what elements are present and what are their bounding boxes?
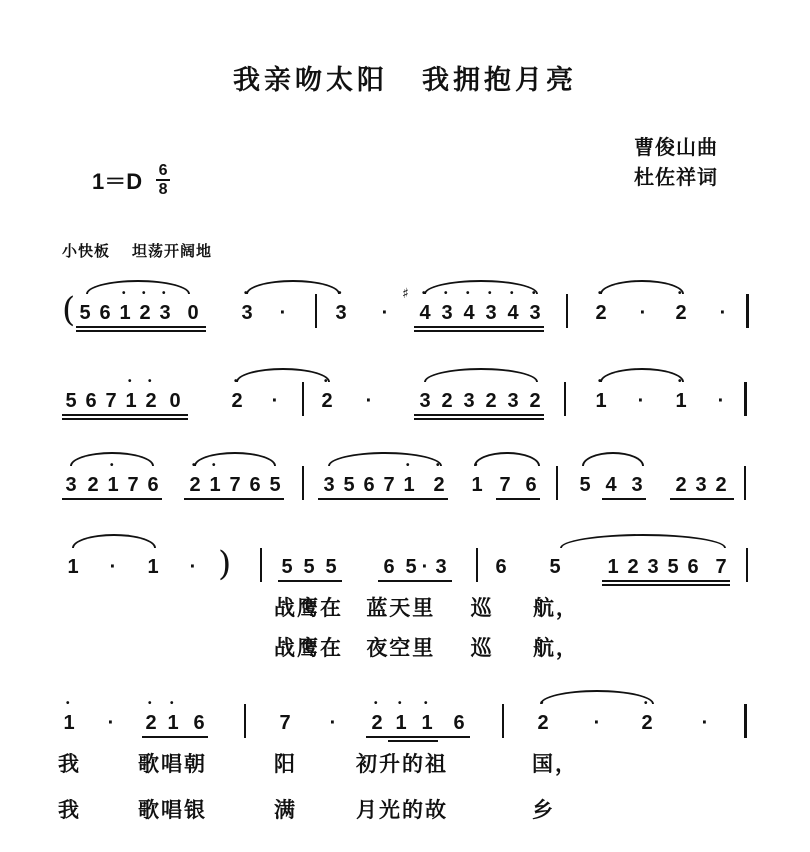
beam — [496, 498, 540, 500]
bar-line — [260, 548, 262, 582]
lyric-verse2-line5 — [0, 794, 810, 822]
dot: · — [329, 712, 337, 734]
meter-top: 6 — [158, 162, 168, 179]
lyric-word: 巡 — [470, 635, 494, 660]
note: 7 — [229, 474, 241, 496]
beam — [76, 326, 206, 328]
note: 6 — [99, 302, 111, 324]
slur — [560, 534, 726, 548]
bar-line — [564, 382, 566, 416]
note: • 1 — [166, 712, 180, 735]
lyric-word: 月光的故 — [356, 797, 448, 822]
title-part-2: 我拥抱月亮 — [422, 65, 577, 96]
lyric-word: 巡 — [470, 595, 494, 620]
tie — [600, 368, 684, 382]
note: • 3 — [440, 302, 454, 325]
bar-line — [476, 548, 478, 582]
note: • 3 — [334, 302, 348, 325]
note: 3 — [647, 556, 659, 578]
dot: · — [717, 390, 725, 412]
beam — [602, 498, 646, 500]
note: 7 — [127, 474, 139, 496]
note: 6 — [687, 556, 699, 578]
note: 3 — [631, 474, 643, 496]
note: • 3 — [240, 302, 254, 325]
note: • 2 — [674, 302, 688, 325]
beam — [142, 736, 208, 738]
bar-line — [744, 466, 746, 500]
note: 7 — [715, 556, 727, 578]
note: 3 — [65, 474, 77, 496]
lyric-word: 初升的祖 — [356, 751, 448, 776]
lyric-word: 国， — [532, 751, 578, 776]
tie — [600, 280, 684, 294]
note: 7 — [383, 474, 395, 496]
lyric-word: 歌唱朝 — [138, 751, 207, 776]
note: 5 — [549, 556, 561, 578]
note: 2 — [675, 474, 687, 496]
beam — [278, 580, 342, 582]
lyric-word: 我 — [58, 797, 81, 822]
dot: · — [719, 302, 727, 324]
dot: · — [637, 390, 645, 412]
note: • 1 — [394, 712, 408, 735]
note: • 1 — [420, 712, 434, 735]
note: 5 — [79, 302, 91, 324]
beam — [318, 498, 448, 500]
note: • 1 — [62, 712, 76, 735]
note: 2 — [627, 556, 639, 578]
lyric-word: 夜空里 — [366, 635, 436, 660]
note: 7 — [105, 390, 117, 412]
note: 3 — [463, 390, 475, 412]
slur — [582, 452, 644, 466]
lyricist-credit: 杜佐祥词 — [634, 165, 718, 189]
note: 1 — [607, 556, 619, 578]
slur — [424, 368, 538, 382]
note: 2 — [715, 474, 727, 496]
beam — [414, 418, 544, 420]
time-signature — [156, 163, 170, 197]
note: 2 — [529, 390, 541, 412]
note: 7 — [499, 474, 511, 496]
note: 1 — [147, 556, 159, 578]
note: • 2 — [370, 712, 384, 735]
note: • 4 — [418, 302, 432, 325]
dot: · — [279, 302, 287, 324]
slur — [424, 280, 538, 294]
note: 0 — [187, 302, 199, 324]
bar-line — [556, 466, 558, 500]
bar-line — [746, 548, 748, 582]
note: • 2 — [536, 712, 550, 735]
key-label: 1＝D — [92, 168, 143, 194]
lyric-word: 满 — [274, 797, 297, 822]
dot: · — [593, 712, 601, 734]
credits — [634, 132, 718, 192]
tie — [72, 534, 156, 548]
beam — [602, 584, 730, 586]
dot: · — [107, 712, 115, 734]
staff-row-2 — [0, 368, 810, 428]
lyric-word: 我 — [58, 751, 81, 776]
lyric-word: 歌唱银 — [138, 797, 207, 822]
tempo-marking — [62, 240, 212, 261]
note: 5 — [325, 556, 337, 578]
note: • 2 — [320, 390, 334, 413]
note: 3 — [695, 474, 707, 496]
tie — [236, 368, 330, 382]
beam — [602, 580, 730, 582]
beam — [670, 498, 734, 500]
dot: · — [701, 712, 709, 734]
key-signature — [92, 163, 170, 197]
note: 5 — [281, 556, 293, 578]
note: 5 — [405, 556, 417, 578]
lyric-word: 战鹰在 — [274, 595, 343, 620]
lyric-word: 乡 — [532, 797, 555, 822]
note: • 2 — [640, 712, 654, 735]
tie — [540, 690, 654, 704]
note: • 2 — [188, 474, 202, 497]
bar-line — [502, 704, 504, 738]
note: 2 — [485, 390, 497, 412]
slur — [194, 452, 276, 466]
beam — [414, 414, 544, 416]
note: 2 — [441, 390, 453, 412]
note: • 2 — [144, 390, 158, 413]
note: 3 — [435, 556, 447, 578]
bar-line — [746, 294, 749, 328]
note: • 2 — [138, 302, 152, 325]
meter-bottom: 8 — [158, 181, 168, 198]
note: • 1 — [208, 474, 222, 497]
note: • 3 — [484, 302, 498, 325]
note: 0 — [169, 390, 181, 412]
open-paren: ( — [62, 290, 76, 330]
dot: · — [271, 390, 279, 412]
note: 6 — [453, 712, 465, 734]
beam — [62, 498, 162, 500]
composer-credit: 曹俊山曲 — [634, 135, 718, 159]
lyric-word: 航， — [532, 595, 579, 620]
beam — [76, 330, 206, 332]
note: 6 — [495, 556, 507, 578]
beam — [378, 580, 452, 582]
note: • 2 — [432, 474, 446, 497]
slur — [86, 280, 190, 294]
note: • 2 — [144, 712, 158, 735]
lyric-word: 阳 — [274, 751, 297, 776]
dot: · — [189, 556, 197, 578]
slur — [328, 452, 442, 466]
note: 5 — [65, 390, 77, 412]
note: 5 — [667, 556, 679, 578]
note: 5 — [579, 474, 591, 496]
note: • 1 — [402, 474, 416, 497]
note: • 1 — [470, 474, 484, 497]
lyric-word: 蓝天里 — [366, 595, 436, 620]
note: • 3 — [528, 302, 542, 325]
note: 1 — [67, 556, 79, 578]
note: • 1 — [674, 390, 688, 413]
beam — [366, 736, 470, 738]
note: • 1 — [118, 302, 132, 325]
title-part-1: 我亲吻太阳 — [233, 65, 388, 96]
tempo-expression: 坦荡开阔地 — [132, 242, 213, 260]
note: 6 — [193, 712, 205, 734]
note: • 3 — [158, 302, 172, 325]
note: • 1 — [594, 390, 608, 413]
tempo-speed: 小快板 — [62, 242, 111, 260]
note: 6 — [147, 474, 159, 496]
beam — [414, 326, 544, 328]
bar-line — [302, 382, 304, 416]
staff-row-4 — [0, 534, 810, 594]
note: 6 — [525, 474, 537, 496]
note: • 1 — [124, 390, 138, 413]
bar-line — [244, 704, 246, 738]
dot: · — [381, 302, 389, 324]
lyric-verse2-line4 — [274, 632, 579, 662]
sharp-icon: ♯ — [402, 286, 409, 302]
note: • 4 — [506, 302, 520, 325]
bar-line — [566, 294, 568, 328]
staff-row-5 — [0, 690, 810, 750]
bar-line — [302, 466, 304, 500]
note: 3 — [419, 390, 431, 412]
bar-line — [744, 704, 747, 738]
note: • 2 — [230, 390, 244, 413]
note: • 4 — [462, 302, 476, 325]
note: 5 — [269, 474, 281, 496]
note: • 2 — [594, 302, 608, 325]
note: 5 — [303, 556, 315, 578]
beam — [388, 740, 438, 742]
dot: · — [421, 556, 429, 578]
lyric-verse1-line4 — [274, 592, 579, 622]
staff-row-1 — [0, 280, 810, 340]
dot: · — [639, 302, 647, 324]
song-title — [0, 58, 810, 97]
note: 6 — [85, 390, 97, 412]
dot: · — [109, 556, 117, 578]
note: • 1 — [106, 474, 120, 497]
note: 3 — [507, 390, 519, 412]
beam — [414, 330, 544, 332]
dot: · — [365, 390, 373, 412]
lyric-word: 战鹰在 — [274, 635, 343, 660]
note: 4 — [605, 474, 617, 496]
note: 5 — [343, 474, 355, 496]
beam — [62, 414, 188, 416]
slur — [474, 452, 540, 466]
tie — [246, 280, 340, 294]
note: 6 — [383, 556, 395, 578]
note: 7 — [279, 712, 291, 734]
lyric-word: 航， — [532, 635, 579, 660]
note: 3 — [323, 474, 335, 496]
staff-row-3 — [0, 452, 810, 512]
note: 2 — [87, 474, 99, 496]
bar-line — [744, 382, 747, 416]
beam — [184, 498, 284, 500]
note: 6 — [363, 474, 375, 496]
beam — [62, 418, 188, 420]
close-paren: ) — [218, 544, 232, 584]
note: 6 — [249, 474, 261, 496]
bar-line — [315, 294, 317, 328]
